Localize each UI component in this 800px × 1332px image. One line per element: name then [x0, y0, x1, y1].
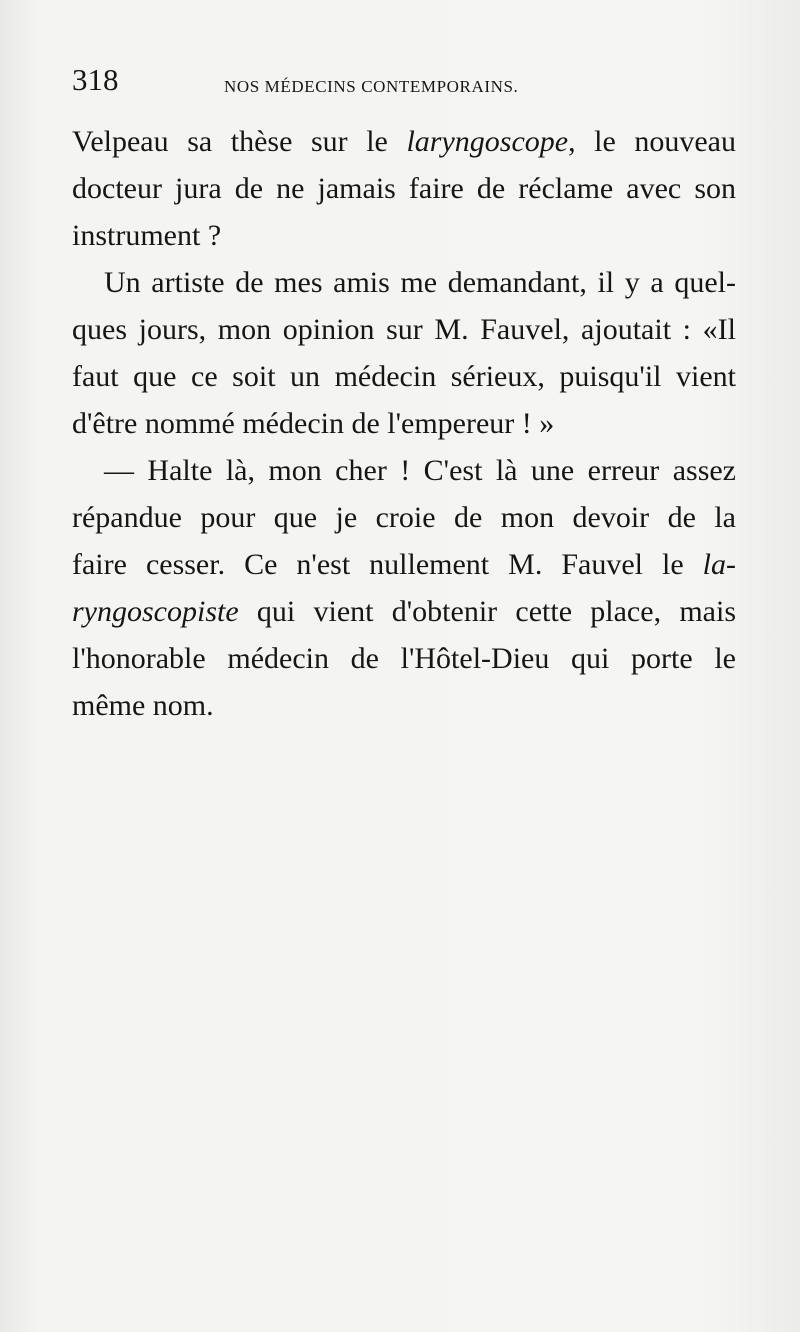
body-text	[72, 118, 736, 729]
text-line: ques jours, mon opinion sur M. Fauvel, ajoutait : «Il	[72, 313, 736, 346]
running-title: NOS MÉDECINS CONTEMPORAINS.	[224, 77, 519, 96]
text-line: instrument ?	[72, 219, 222, 252]
italic-term: laryngoscope	[406, 125, 569, 158]
italic-term: ryngoscopiste	[72, 595, 239, 628]
text-line: ryngoscopiste qui vient d'obtenir cette place, mais	[72, 595, 736, 628]
text-line: — Halte là, mon cher ! C'est là une erreur assez	[104, 454, 736, 487]
page-number: 318	[72, 62, 119, 97]
text-line: faut que ce soit un médecin sérieux, puisqu'il vient	[72, 360, 736, 393]
text-line: docteur jura de ne jamais faire de réclame avec son	[72, 172, 736, 205]
italic-term: la-	[702, 548, 736, 581]
text-line: Velpeau sa thèse sur le laryngoscope, le nouveau	[72, 125, 737, 158]
text-line: Un artiste de mes amis me demandant, il y a quel-	[104, 266, 736, 299]
text-line: répandue pour que je croie de mon devoir de la	[72, 501, 736, 534]
text-line: faire cesser. Ce n'est nullement M. Fauvel le la-	[72, 548, 736, 581]
text-line: même nom.	[72, 689, 214, 722]
text-line: d'être nommé médecin de l'empereur ! »	[72, 407, 555, 440]
page-header	[72, 62, 732, 102]
text-line: l'honorable médecin de l'Hôtel-Dieu qui porte le	[72, 642, 736, 675]
